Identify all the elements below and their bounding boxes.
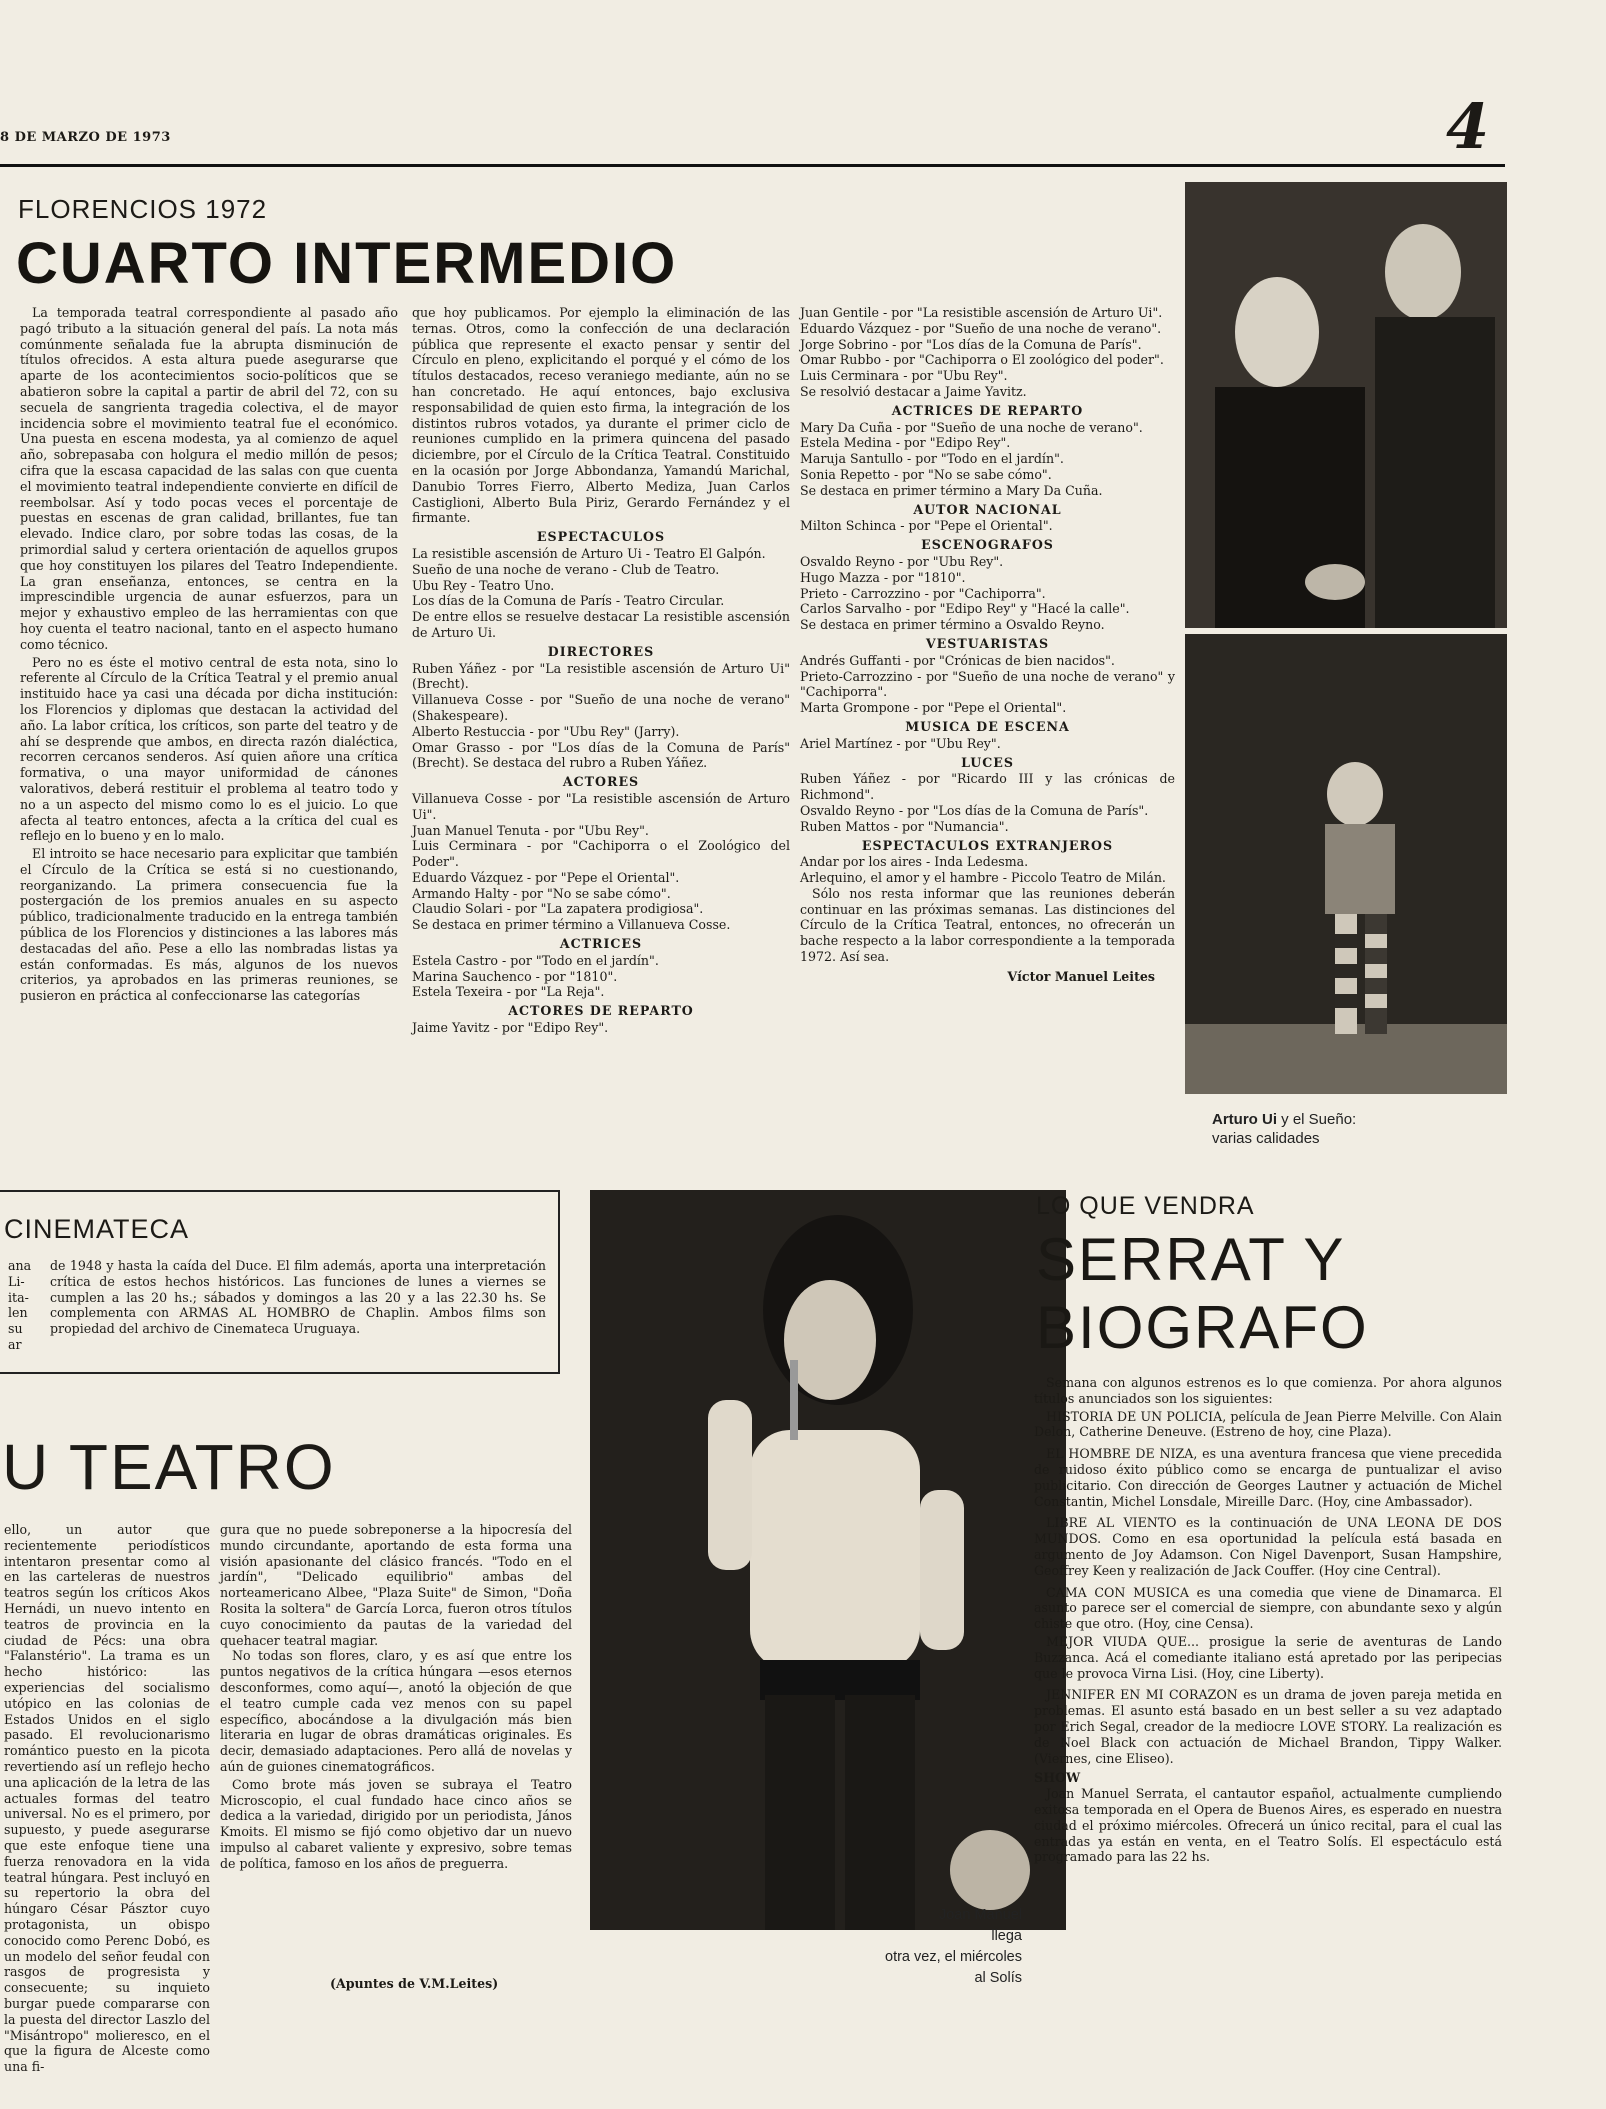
paragraph: EL HOMBRE DE NIZA, es una aventura francesa que viene precedida de ruidoso éxito público como se encarga de puntualizar el aviso publicitario. Con dirección de Georges Lautner y actuación de Michel Constantin, Michel Lonsdale, Mireille Darc. (Hoy, cine Ambassador). bbox=[1034, 1446, 1502, 1509]
text-fragment: ita- bbox=[8, 1289, 29, 1305]
award-entry: Claudio Solari - por "La zapatera prodigiosa". bbox=[412, 901, 704, 917]
florencios-column-1 bbox=[20, 305, 398, 1165]
section-heading: ACTRICES bbox=[559, 936, 643, 952]
paragraph: Semana con algunos estrenos es lo que comienza. Por ahora algunos títulos anunciados son los siguientes: bbox=[1034, 1375, 1502, 1406]
photo-arturo-ui-image bbox=[1185, 182, 1507, 628]
paragraph: de 1948 y hasta la caída del Duce. El film además, aporta una interpretación crítica de estos hechos históricos. Las funciones de lunes a viernes se cumplen a las 20 hs.; sábados y domingos a las 20 y a las 22.30 hs. Se complementa con ARMAS AL HOMBRO de Chaplin. Ambos films son propiedad del archivo de Cinemateca Uruguaya. bbox=[50, 1258, 546, 1337]
cinemateca-fragments bbox=[8, 1258, 42, 1353]
award-entry: Arlequino, el amor y el hambre - Piccolo Teatro de Milán. bbox=[800, 870, 1166, 886]
section-heading: ESPECTACULOS bbox=[536, 529, 666, 545]
closing-paragraph: Sólo nos resta informar que las reuniones deberán continuar en las próximas semanas. Las distinciones del Círculo de la Crítica Teatral, entonces, no ofrecerán un bache respecto a la labor correspondiente a la temporada 1972. Así sea. bbox=[800, 885, 1175, 965]
award-entry: Luis Cerminara - por "Cachiporra o el Zoológico del Poder". bbox=[412, 838, 790, 870]
paragraph: LIBRE AL VIENTO es la continuación de UNA LEONA DE DOS MUNDOS. Como en esa oportunidad la película está basada en argumento de Joy Adamson. Con Nigel Davenport, Susan Hampshire, Geoffrey Keen y realización de Jack Couffer. (Hoy cine Central). bbox=[1034, 1515, 1502, 1578]
paragraph: ello, un autor que recientemente periodísticos intentaron presentar como al en las carteleras de nuestros teatros según los críticos Akos Hernádi, un nuevo intento en teatros de provincia en la ciudad de Pécs: una obra "Falanstério". La trama es un hecho histórico: las experiencias del socialismo utópico en las colonias de Estados Unidos en el siglo pasado. El revolucionarismo romántico puesto en la picota revertiendo así un reflejo hecho una aplicación de la letra de las actuales formas del teatro universal. No es el primero, por supuesto, y puede asegurarse que este enfoque tiene una fuerza renovadora en la vida teatral húngara. Pest incluyó en su repertorio la obra del húngaro César Pásztor cuyo protagonista, un obispo conocido como Perenc Dobó, es un modelo del señor feudal con rasgos de progresista y consecuente; su inquieto burgar puede compararse con la puesta del director Laszlo del "Misántropo" molieresco, en el que la figura de Alceste como una fi- bbox=[4, 1522, 210, 2075]
serrat-title bbox=[1036, 1226, 1369, 1362]
teatro-credit: (Apuntes de V.M.Leites) bbox=[330, 1976, 499, 1991]
award-entry: Eduardo Vázquez - por "Pepe el Oriental". bbox=[412, 869, 680, 885]
section-heading: ESCENOGRAFOS bbox=[921, 537, 1054, 553]
paragraph: HISTORIA DE UN POLICIA, película de Jean Pierre Melville. Con Alain Delon, Catherine Deneuve. (Estreno de hoy, cine Plaza). bbox=[1034, 1408, 1502, 1440]
paragraph: La temporada teatral correspondiente al pasado año pagó tributo a la situación general del país. La nota más comúnmente señalada fue la abrupta disminución de títulos ofrecidos. A esta altura puede asegurarse que aparte de los acontecimientos socio-políticos que se abatieron sobre la capital a partir de abril del 72, con su secuela de sangrienta tragedia colectiva, el de mayor incidencia sobre el movimiento teatral fue el económico. Una puesta en escena modesta, ya al comienzo de aquel año, sobrepasaba con holgura el medio millón de pesos; cifra que la escasa capacidad de las salas con que cuenta el movimiento teatral independiente convierte en difícil de reembolsar. Así y todo pocas veces el porcentaje de puestas en escenas de gran calidad, brillantes, fue tan elevado. Indice claro, por sobre todas las cosas, de la primordial salud y certera orientación de aquellos grupos que hoy constituyen los pilares del Teatro Independiente. La gran enseñanza, entonces, se centra en la imprescindible urgencia de aunar esfuerzos, para un mejor y exhaustivo empleo de las herramientas con que hoy cuenta el teatro nacional, tanto en el aspecto humano como técnico. bbox=[20, 305, 398, 652]
florencios-column-2 bbox=[412, 305, 790, 1165]
paragraph: Joan Manuel Serrata, el cantautor español, actualmente cumpliendo exitosa temporada en el Opera de Buenos Aires, es esperado en nuestra ciudad el próximo miércoles. Ofrecerá un único recital, para el cual las entradas ya están en venta, en el Teatro Solís. El espectáculo está programado para las 22 hs. bbox=[1034, 1786, 1502, 1865]
award-entry: Juan Manuel Tenuta - por "Ubu Rey". bbox=[412, 822, 649, 838]
section-heading: VESTUARISTAS bbox=[925, 635, 1050, 651]
caption-line: Joan Manuel bbox=[938, 1907, 1022, 1923]
award-entry: Prieto-Carrozzino - por "Sueño de una noche de verano" y "Cachiporra". bbox=[800, 668, 1175, 700]
award-entry: Mary Da Cuña - por "Sueño de una noche de verano". bbox=[800, 419, 1143, 435]
award-entry: Villanueva Cosse - por "Sueño de una noche de verano" (Shakespeare). bbox=[412, 692, 790, 723]
award-entry: Armando Halty - por "No se sabe cómo". bbox=[412, 885, 671, 901]
caption-line: otra vez, el miércoles bbox=[885, 1949, 1022, 1965]
paragraph: Pero no es éste el motivo central de esta nota, sino lo referente al Círculo de la Crítica Teatral y el premio anual instituido hace ya casi una década por dicha institución: los Florencios y diplomas que destacan la actividad del año. La labor crítica, los críticos, son parte del teatro y de ahí se desprende que ambos, en directa razón dialéctica, recorren cercanos senderos. Así quien añore una crítica formativa, o una mayor uniformidad de cánones valorativos, deberá restituir el problema al teatro todo y no a un aspecto del mismo como lo es el juicio. Lo que afecta al teatro entonces, afecta a la crítica del cual es reflejo en lo bueno y en lo malo. bbox=[20, 654, 398, 844]
section-heading: ESPECTACULOS EXTRANJEROS bbox=[861, 837, 1114, 853]
paragraph: gura que no puede sobreponerse a la hipocresía del mundo circundante, aportando de esta forma una visión apasionante del clásico francés. "Todo en el jardín", "Delicado equilibrio" ambas del norteamericano Albee, "Plaza Suite" de Simon, "Doña Rosita la soltera" de García Lorca, fueron otros títulos cuyo conocimiento da pautas de la variedad del quehacer teatral magiar. bbox=[220, 1522, 572, 1648]
header-rule bbox=[0, 164, 1505, 167]
text-fragment: Li- bbox=[8, 1273, 25, 1289]
paragraph: No todas son flores, claro, y es así que entre los puntos negativos de la crítica húngara —esos eternos desconformes, como aquí—, anotó la objeción de que el teatro cumple cada vez menos con su papel específico, abocándose a la divulgación más bien literaria en lugar de obras dramáticas originales. Es decir, demasiado adaptaciones. Pero allá de novelas y aún de guiones cinematográficos. bbox=[220, 1648, 572, 1774]
award-entry: Osvaldo Reyno - por "Ubu Rey". bbox=[800, 553, 1004, 569]
award-entry: Jaime Yavitz - por "Edipo Rey". bbox=[412, 1020, 609, 1036]
award-entry: Se destaca en primer término a Villanueva Cosse. bbox=[412, 917, 731, 933]
paragraph: El introito se hace necesario para explicitar que también el Círculo de la Crítica se está si no cuestionando, reorganizando. La primera consecuencia fue la postergación de los premios anuales en su aspecto público, tradicionalmente traducido en la entrega también pública de los Florencios y distinciones a las labores más destacadas del año. Pese a ello las nombradas listas ya están conformadas. Es más, algunos de los nuevos criterios, ya aprobados en las primeras reuniones, se pusieron en práctica al confeccionarse las categorías bbox=[20, 846, 398, 1004]
award-entry: Osvaldo Reyno - por "Los días de la Comuna de París". bbox=[800, 802, 1149, 818]
award-entry: Milton Schinca - por "Pepe el Oriental". bbox=[800, 518, 1053, 534]
award-entry: Se destaca en primer término a Osvaldo Reyno. bbox=[800, 617, 1105, 633]
paragraph: Como brote más joven se subraya el Teatro Microscopio, el cual fundado hace cinco años se dedica a la variedad, dirigido por un periodista, János Kmoits. El mismo se fijó como objetivo dar un nuevo impulso al cabaret valiente y expresivo, sobre temas de política, famoso en los años de preguerra. bbox=[220, 1776, 572, 1871]
award-entry: Carlos Sarvalho - por "Edipo Rey" y "Hacé la calle". bbox=[800, 601, 1130, 617]
serrat-column bbox=[1034, 1375, 1502, 1975]
award-entry: Luis Cerminara - por "Ubu Rey". bbox=[800, 368, 1008, 384]
award-entry: Estela Medina - por "Edipo Rey". bbox=[800, 435, 1011, 451]
show-heading: SHOW bbox=[1034, 1770, 1081, 1786]
section-heading: ACTORES DE REPARTO bbox=[508, 1003, 694, 1019]
award-entry: Ubu Rey - Teatro Uno. bbox=[412, 577, 555, 593]
caption-line: al Solís bbox=[974, 1970, 1022, 1986]
award-entry: Andar por los aires - Inda Ledesma. bbox=[800, 854, 1029, 870]
photo-serrat bbox=[590, 1190, 1066, 1930]
photo-caption-arturo-ui bbox=[1212, 1110, 1372, 1148]
award-entry: Hugo Mazza - por "1810". bbox=[800, 569, 966, 585]
award-entry: Sonia Repetto - por "No se sabe cómo". bbox=[800, 466, 1052, 482]
award-entry: Se resolvió destacar a Jaime Yavitz. bbox=[800, 383, 1027, 399]
florencios-column-3 bbox=[800, 305, 1175, 1165]
award-entry: La resistible ascensión de Arturo Ui - Teatro El Galpón. bbox=[412, 545, 766, 561]
awards-list-2 bbox=[800, 305, 1175, 886]
paragraph: que hoy publicamos. Por ejemplo la eliminación de las ternas. Otros, como la confección de una declaración pública que represente el exacto pensar y sentir del Círculo en pleno, explicitando el porqué y el cómo de los títulos destacados, receso veraniego mediante, aún no se han concretado. He aquí entonces, bajo exclusiva responsabilidad de quien esto firma, la integración de los distintos rubros votados, ya durante el primer ciclo de reuniones cumplido en la primera quincena del pasado diciembre, por el Círculo de la Crítica Teatral. Constituido en la ocasión por Jorge Abbondanza, Yamandú Marichal, Danubio Torres Fierro, Alberto Mediza, Juan Carlos Castiglioni, Alberto Bula Piriz, Gerardo Fernández y el firmante. bbox=[412, 305, 790, 526]
paragraph: CAMA CON MUSICA es una comedia que viene de Dinamarca. El asunto parece ser el comercial de siempre, con abundante sexo y algún chiste que otro. (Hoy, cine Censa). bbox=[1034, 1584, 1502, 1632]
serrat-title-line: SERRAT Y bbox=[1036, 1226, 1346, 1293]
award-entry: Omar Grasso - por "Los días de la Comuna de París" (Brecht). Se destaca del rubro a Ruben Yáñez. bbox=[412, 739, 790, 771]
photo-sueno-image bbox=[1185, 634, 1507, 1094]
award-entry: Juan Gentile - por "La resistible ascensión de Arturo Ui". bbox=[800, 305, 1163, 320]
cinemateca-title: CINEMATECA bbox=[4, 1214, 190, 1244]
paragraph: JENNIFER EN MI CORAZON es un drama de joven pareja metida en problemas. El asunto está basado en un best seller a su vez adaptado por Erich Segal, creador de la mediocre LOVE STORY. La realización es de Noel Black con actuación de Michael Brandon, Tippy Walker. (Viernes, cine Eliseo). bbox=[1034, 1687, 1502, 1766]
serrat-title-line: BIOGRAFO bbox=[1036, 1294, 1369, 1361]
photo-sueno bbox=[1185, 634, 1507, 1094]
serrat-kicker: LO QUE VENDRA bbox=[1036, 1192, 1255, 1220]
text-fragment: ana bbox=[8, 1258, 32, 1273]
photo-serrat-image bbox=[590, 1190, 1066, 1930]
award-entry: Villanueva Cosse - por "La resistible ascensión de Arturo Ui". bbox=[412, 790, 790, 822]
page-number: 4 bbox=[1446, 90, 1490, 163]
award-entry: Ruben Yáñez - por "Ricardo III y las crónicas de Richmond". bbox=[800, 771, 1175, 803]
teatro-column-1 bbox=[4, 1522, 210, 2075]
award-entry: De entre ellos se resuelve destacar La resistible ascensión de Arturo Ui. bbox=[412, 609, 790, 640]
teatro-title: U TEATRO bbox=[2, 1431, 336, 1503]
award-entry: Eduardo Vázquez - por "Sueño de una noche de verano". bbox=[800, 320, 1162, 336]
award-entry: Sueño de una noche de verano - Club de Teatro. bbox=[412, 561, 720, 577]
photo-caption-serrat bbox=[830, 1905, 1022, 1989]
paragraph: MEJOR VIUDA QUE... prosigue la serie de aventuras de Lando Buzzanca. Acá el comediante italiano está apretado por las peripecias que le provoca Virna Lisi. (Hoy, cine Liberty). bbox=[1034, 1633, 1502, 1681]
award-entry: Maruja Santullo - por "Todo en el jardín". bbox=[800, 451, 1064, 467]
award-entry: Los días de la Comuna de París - Teatro Circular. bbox=[412, 593, 725, 609]
teatro-column-2 bbox=[220, 1522, 572, 1962]
text-fragment: len bbox=[8, 1305, 28, 1321]
section-heading: ACTORES bbox=[562, 774, 640, 790]
award-entry: Prieto - Carrozzino - por "Cachiporra". bbox=[800, 585, 1046, 601]
award-entry: Marta Grompone - por "Pepe el Oriental". bbox=[800, 700, 1067, 716]
cinemateca-text bbox=[50, 1258, 546, 1337]
section-heading: ACTRICES DE REPARTO bbox=[891, 402, 1084, 418]
florencios-title: CUARTO INTERMEDIO bbox=[16, 231, 678, 296]
florencios-kicker: FLORENCIOS 1972 bbox=[18, 194, 268, 224]
award-entry: Estela Castro - por "Todo en el jardín". bbox=[412, 952, 659, 968]
award-entry: Marina Sauchenco - por "1810". bbox=[412, 968, 618, 984]
section-heading: AUTOR NACIONAL bbox=[913, 501, 1062, 517]
caption-bold: Arturo Ui bbox=[1212, 1111, 1277, 1128]
award-entry: Omar Rubbo - por "Cachiporra o El zoológico del poder". bbox=[800, 352, 1164, 368]
award-entry: Ruben Yáñez - por "La resistible ascensión de Arturo Ui" (Brecht). bbox=[412, 660, 790, 692]
section-heading: MUSICA DE ESCENA bbox=[905, 718, 1070, 734]
section-heading: DIRECTORES bbox=[547, 643, 655, 659]
byline: Víctor Manuel Leites bbox=[1007, 968, 1155, 984]
section-heading: LUCES bbox=[961, 754, 1014, 770]
text-fragment: su bbox=[8, 1321, 23, 1337]
caption-text: y el Sueño: varias calidades bbox=[1212, 1111, 1357, 1147]
awards-list-1 bbox=[412, 529, 790, 1036]
page-date: 8 DE MARZO DE 1973 bbox=[0, 130, 171, 145]
photo-arturo-ui bbox=[1185, 182, 1507, 628]
award-entry: Ruben Mattos - por "Numancia". bbox=[800, 818, 1009, 834]
text-fragment: ar bbox=[8, 1336, 22, 1352]
caption-line: llega bbox=[991, 1928, 1022, 1944]
award-entry: Estela Texeira - por "La Reja". bbox=[412, 984, 605, 1000]
award-entry: Alberto Restuccia - por "Ubu Rey" (Jarry). bbox=[412, 723, 680, 739]
award-entry: Jorge Sobrino - por "Los días de la Comuna de París". bbox=[800, 336, 1142, 352]
award-entry: Se destaca en primer término a Mary Da Cuña. bbox=[800, 482, 1103, 498]
award-entry: Andrés Guffanti - por "Crónicas de bien nacidos". bbox=[800, 652, 1115, 668]
award-entry: Ariel Martínez - por "Ubu Rey". bbox=[800, 735, 1001, 751]
